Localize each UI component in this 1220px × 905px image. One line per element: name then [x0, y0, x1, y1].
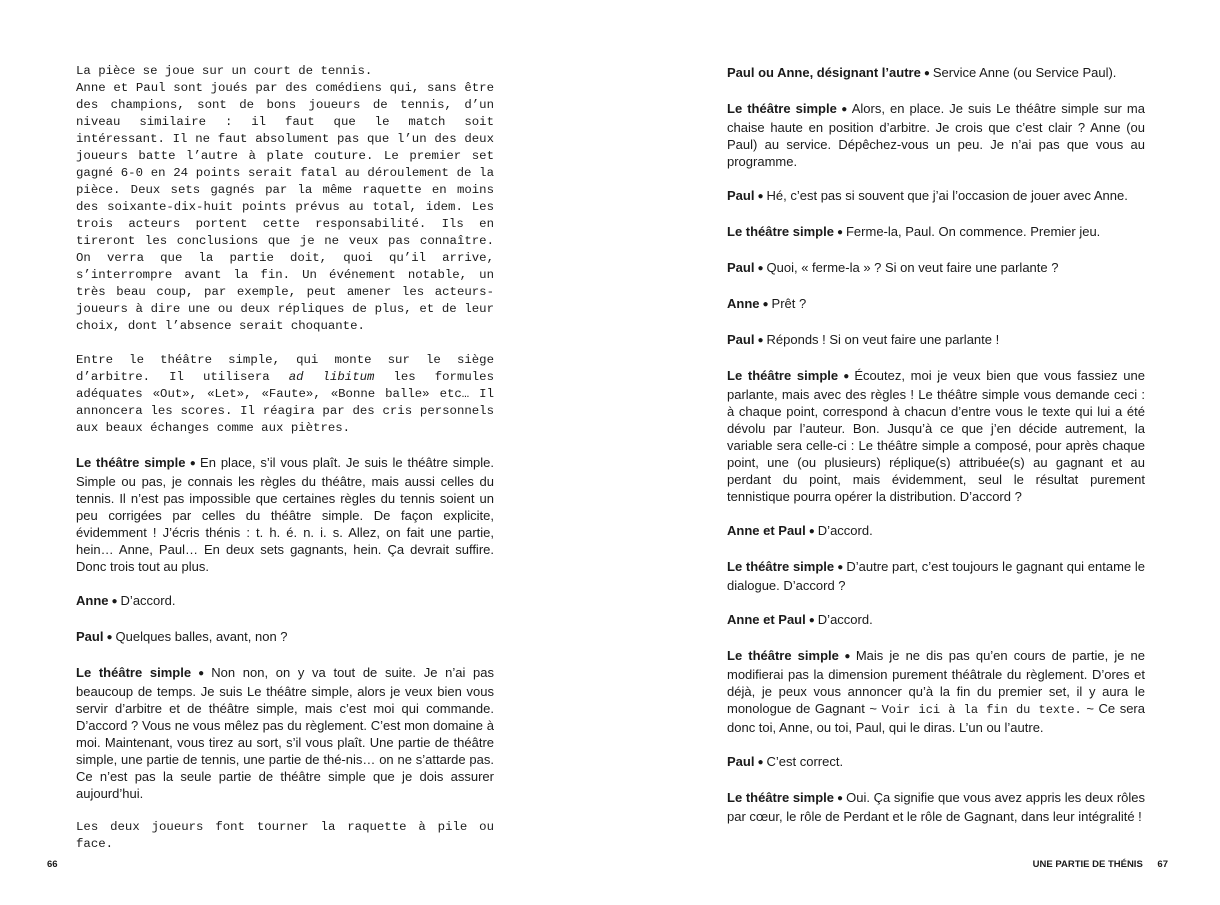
speech-text: Quelques balles, avant, non ?: [115, 629, 288, 644]
speech-text: D’accord.: [817, 523, 873, 538]
speaker: Le théâtre simple: [727, 101, 837, 116]
bullet-separator: ●: [111, 596, 118, 607]
bullet-separator: ●: [757, 263, 764, 274]
speaker: Le théâtre simple: [76, 665, 192, 680]
bullet-separator: ●: [836, 227, 843, 238]
bullet-separator: ●: [841, 651, 853, 662]
speaker: Paul: [76, 629, 104, 644]
bullet-separator: ●: [757, 757, 764, 768]
speaker: Anne et Paul: [727, 523, 806, 538]
speech: [727, 259, 1145, 278]
speaker: Paul: [727, 188, 755, 203]
speaker: Le théâtre simple: [727, 790, 835, 805]
speech: [76, 592, 494, 611]
speech-text: D’accord.: [817, 612, 873, 627]
bullet-separator: ●: [808, 615, 815, 626]
right-text-column: [727, 64, 1145, 842]
page-number: 66: [47, 859, 58, 870]
inline-stage-direction: Voir ici à la fin du texte.: [881, 703, 1082, 717]
speech-text: C’est correct.: [766, 754, 844, 769]
speaker: Le théâtre simple: [727, 368, 839, 383]
stage-direction: La pièce se joue sur un court de tennis.: [76, 64, 373, 78]
speech: [727, 753, 1145, 772]
speaker: Paul: [727, 260, 755, 275]
speech: [727, 522, 1145, 541]
page-number: 67: [1157, 859, 1168, 870]
bullet-separator: ●: [839, 104, 849, 115]
speaker: Le théâtre simple: [76, 455, 186, 470]
bullet-separator: ●: [757, 335, 764, 346]
bullet-separator: ●: [188, 458, 198, 469]
speech-text: Prêt ?: [771, 296, 807, 311]
bullet-separator: ●: [808, 526, 815, 537]
speech-text: D’accord.: [120, 593, 176, 608]
speech: [727, 295, 1145, 314]
running-footer: [1033, 859, 1168, 870]
speech-text: Non non, on y va tout de suite. Je n’ai pas beaucoup de temps. Je suis Le théâtre simple, alors je veux bien vous servir d’arbitre et de théâtre simple, mais c’est moi qui commande. D’accord ? Vous ne vous mêlez pas du règlement. C’est mon domaine à moi. Maintenant, vous tirez au sort, s’il vous plaît. Une partie de théâtre simple, une partie de tennis, une partie de thé-nis… on ne s’attarde pas. Ce n’est pas la seule partie de théâtre simple que je dois assurer aujourd’hui.: [76, 665, 494, 801]
bullet-separator: ●: [757, 191, 764, 202]
speech: [76, 628, 494, 647]
bullet-separator: ●: [194, 668, 209, 679]
speech: [727, 331, 1145, 350]
speech-text: En place, s’il vous plaît. Je suis le théâtre simple. Simple ou pas, je connais les règles du théâtre, mais aussi celles du tennis. Il n’est pas impossible que certaines règles du tennis soient un peu corrigées par celles du théâtre simple. De façon explicite, évidemment ! J’écris thénis : t. h. é. n. i. s. Allez, on fait une partie, hein… Anne, Paul… En deux sets gagnants, hein. Ça devrait suffire. Donc trois tout au plus.: [76, 455, 494, 574]
stage-text: Entre le théâtre simple, qui monte sur le siège d’arbitre. Il utilisera: [76, 353, 494, 384]
speech-text: Réponds ! Si on veut faire une parlante !: [766, 332, 1000, 347]
speech: [727, 223, 1145, 242]
speech: [727, 64, 1145, 83]
speech-text: Quoi, « ferme-la » ? Si on veut faire une parlante ?: [766, 260, 1059, 275]
speech: [727, 100, 1145, 170]
speaker: Le théâtre simple: [727, 224, 834, 239]
speech: [727, 647, 1145, 736]
bullet-separator: ●: [762, 299, 769, 310]
bullet-separator: ●: [923, 68, 930, 79]
speech: [727, 558, 1145, 594]
speech-text: Service Anne (ou Service Paul).: [932, 65, 1117, 80]
speaker: Le théâtre simple: [727, 559, 835, 574]
speech: [727, 367, 1145, 505]
speaker: Anne: [727, 296, 760, 311]
speech-text: Écoutez, moi je veux bien que vous fassiez une parlante, mais avec des règles ! Le théâtre simple vous demande ceci : à chaque point, correspond à chacun d’entre vous le texte qui lui a été dévolu par l’auteur. Bon. Jusqu’à ce que j’en décide autrement, la variable sera celle-ci : Le théâtre simple a composé, pour après chaque point, une (ou plusieurs) réplique(s) attribuée(s) au gagnant et au perdant du point, mais évidemment, seul le résultat purement tennistique pourra opérer la distribution. D’accord ?: [727, 368, 1145, 504]
bullet-separator: ●: [106, 632, 113, 643]
running-title: UNE PARTIE DE THÉNIS: [1032, 859, 1143, 870]
speech-text: Oui. Ça signifie que vous avez appris les deux rôles par cœur, le rôle de Perdant et le rôle de Gagnant, dans leur intégralité !: [727, 790, 1145, 824]
tilde-mark: ~: [1086, 701, 1094, 716]
speaker: Paul ou Anne, désignant l’autre: [727, 65, 921, 80]
speech-text: Mais je ne dis pas qu’en cours de partie, je ne modifierai pas la dimension purement théâtrale du règlement. D’ores et déjà, je peux vous annoncer qu’à la fin du premier set, il y aura le monologue de Gagnant: [727, 648, 1145, 716]
speaker: Anne et Paul: [727, 612, 806, 627]
stage-italic: ad libitum: [288, 370, 375, 384]
speech: [727, 187, 1145, 206]
speech: [727, 611, 1145, 630]
speaker: Le théâtre simple: [727, 648, 839, 663]
speech: [76, 664, 494, 802]
stage-direction: Les deux joueurs font tourner la raquette à pile ou face.: [76, 820, 494, 851]
speaker: Paul: [727, 754, 755, 769]
speech-text: Alors, en place. Je suis Le théâtre simple sur ma chaise haute en position d’arbitre. Je crois que c’est clair ? Anne (ou Paul) au service. Dépêchez-vous un peu. Je n’ai pas que vous au programme.: [727, 101, 1145, 169]
right-page: [610, 0, 1220, 905]
stage-text: les formules adéquates «Out», «Let», «Faute», «Bonne balle» etc… Il annoncera les scores. Il réagira par des cris personnels aux beaux échanges comme aux piètres.: [76, 370, 494, 435]
speech-text: D’autre part, c’est toujours le gagnant qui entame le dialogue. D’accord ?: [727, 559, 1145, 593]
tilde-mark: ~: [869, 701, 877, 716]
speaker: Anne: [76, 593, 109, 608]
bullet-separator: ●: [837, 562, 844, 573]
stage-direction: Anne et Paul sont joués par des comédiens qui, sans être des champions, sont de bons joueurs de tennis, d’un niveau similaire : il faut que le match soit intéressant. Il ne faut absolument pas que l’un des deux joueurs batte l’autre à plate couture. Le premier set gagné 6-0 en 24 points serait fatal au déroulement de la pièce. Deux sets gagnés par la même raquette en moins des soixante-dix-huit points prévus au total, idem. Les trois acteurs portent cette responsabilité. Ils en tireront les conclusions que je ne veux pas connaître. On verra que la partie doit, quoi qu’il arrive, s’interrompre avant la fin. Un événement notable, un très beau coup, par exemple, peut amener les acteurs-joueurs à dire une ou deux répliques de plus, et de leur choix, dont l’absence serait choquante.: [76, 81, 494, 333]
bullet-separator: ●: [837, 793, 844, 804]
speech-text: Hé, c’est pas si souvent que j’ai l’occasion de jouer avec Anne.: [766, 188, 1128, 203]
stage-direction: [76, 352, 494, 437]
speech-text: Ce sera donc toi, Anne, ou toi, Paul, qui le diras. L’un ou l’autre.: [727, 701, 1145, 735]
speaker: Paul: [727, 332, 755, 347]
speech-text: Ferme-la, Paul. On commence. Premier jeu.: [845, 224, 1101, 239]
bullet-separator: ●: [841, 371, 852, 382]
left-text-column: [76, 63, 494, 870]
speech: [76, 454, 494, 575]
speech: [727, 789, 1145, 825]
